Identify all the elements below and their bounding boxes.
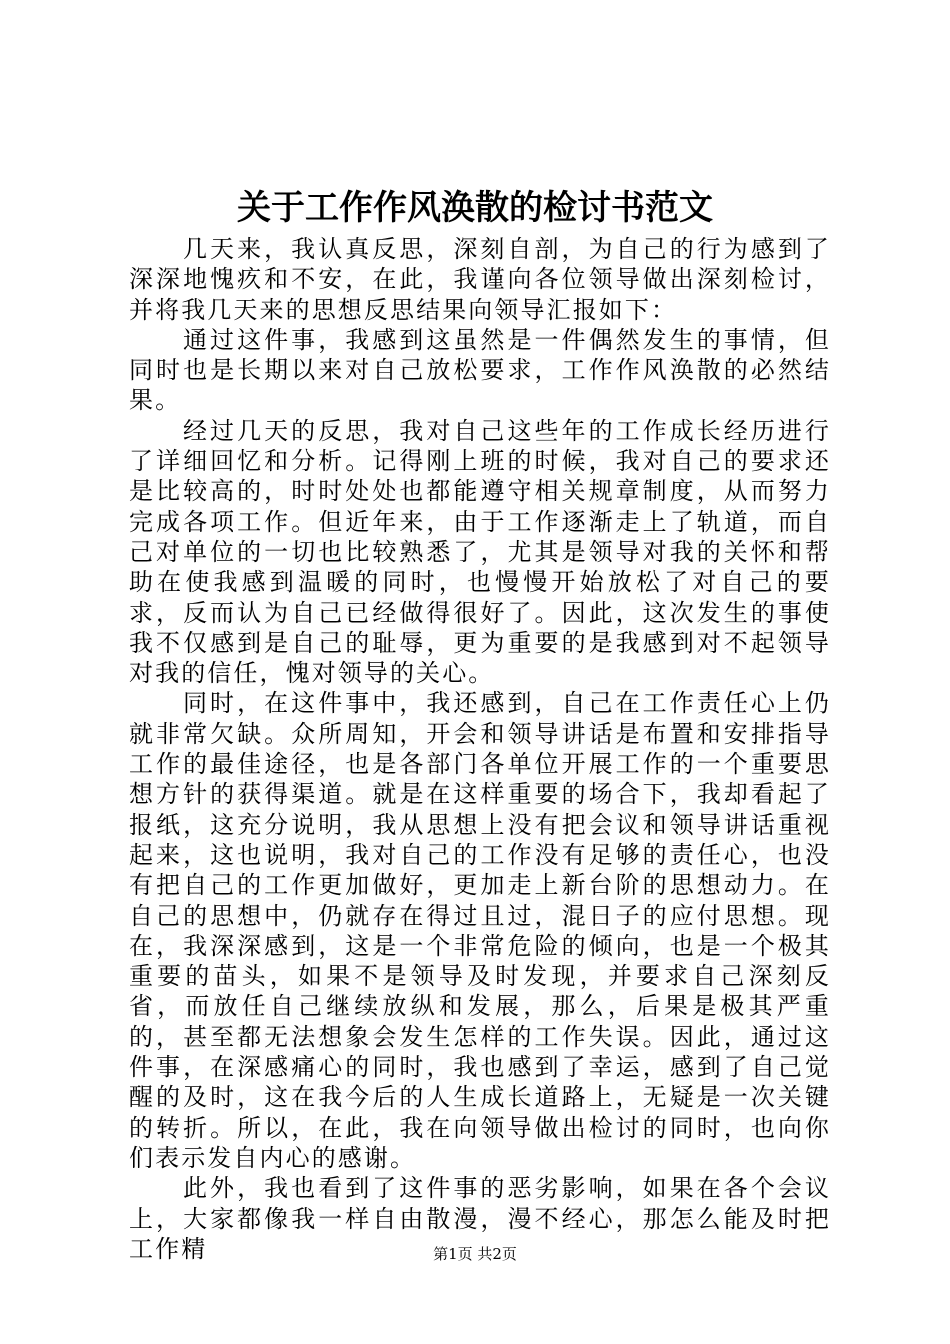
paragraph-1: 几天来，我认真反思，深刻自剖，为自己的行为感到了深深地愧疚和不安，在此，我谨向各位领导做出深刻检讨，并将我几天来的思想反思结果向领导汇报如下：: [129, 235, 831, 324]
paragraph-5: 此外，我也看到了这件事的恶劣影响，如果在各个会议上，大家都像我一样自由散漫，漫不经心，那怎么能及时把工作精: [129, 1174, 831, 1263]
document-title: 关于工作作风涣散的检讨书范文: [237, 188, 713, 228]
paragraph-2: 通过这件事，我感到这虽然是一件偶然发生的事情，但同时也是长期以来对自己放松要求，工作作风涣散的必然结果。: [129, 325, 831, 415]
paragraph-4: 同时，在这件事中，我还感到，自己在工作责任心上仍就非常欠缺。众所周知，开会和领导讲话是布置和安排指导工作的最佳途径，也是各部门各单位开展工作的一个重要思想方针的获得渠道。就是在这样重要的场合下，我却看起了报纸，这充分说明，我从思想上没有把会议和领导讲话重视起来，这也说明，我对自己的工作没有足够的责任心，也没有把自己的工作更加做好，更加走上新台阶的思想动力。在自己的思想中，仍就存在得过且过，混日子的应付思想。现在，我深深感到，这是一个非常危险的倾向，也是一个极其重要的苗头，如果不是领导及时发现，并要求自己深刻反省，而放任自己继续放纵和发展，那么，后果是极其严重的，甚至都无法想象会发生怎样的工作失误。因此，通过这件事，在深感痛心的同时，我也感到了幸运，感到了自己觉醒的及时，这在我今后的人生成长道路上，无疑是一次关键的转折。所以，在此，我在向领导做出检讨的同时，也向你们表示发自内心的感谢。: [129, 689, 831, 1172]
paragraph-3: 经过几天的反思，我对自己这些年的工作成长经历进行了详细回忆和分析。记得刚上班的时候，我对自己的要求还是比较高的，时时处处也都能遵守相关规章制度，从而努力完成各项工作。但近年来，由于工作逐渐走上了轨道，而自己对单位的一切也比较熟悉了，尤其是领导对我的关怀和帮助在使我感到温暖的同时，也慢慢开始放松了对自己的要求，反而认为自己已经做得很好了。因此，这次发生的事使我不仅感到是自己的耻辱，更为重要的是我感到对不起领导对我的信任，愧对领导的关心。: [129, 416, 831, 688]
page-number-footer: 第1页 共2页: [433, 1245, 517, 1263]
document-body: [129, 234, 831, 1264]
